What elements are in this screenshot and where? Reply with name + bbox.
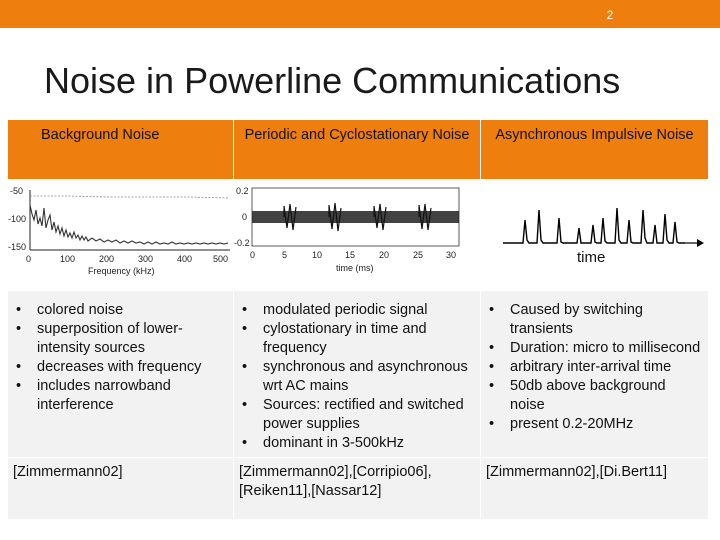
impulsive-noise-references: [Zimmermann02],[Di.Bert11] [481,458,709,520]
x-tick-label: 25 [413,250,424,260]
x-tick-label: 20 [379,250,390,260]
impulse-trace [503,208,685,243]
bullet-list [14,301,227,415]
x-tick-label: 10 [312,250,323,260]
y-tick-label: 0 [242,212,248,222]
x-axis-label: Frequency (kHz) [88,266,155,276]
x-tick-label: 500 [213,254,229,264]
reference-trace [30,196,228,198]
references-row [8,458,709,520]
list-item: • synchronous and asynchronous wrt AC mains [240,358,474,396]
bullet-list [487,301,702,434]
periodic-noise-figure-cell [234,180,481,291]
time-arrow-icon [697,239,704,247]
x-axis-label: time (ms) [336,263,374,273]
header-impulsive-noise: Asynchronous Impulsive Noise [481,120,709,180]
list-item: • 50db above background noise [487,377,702,415]
page-number: 2 [606,8,614,22]
slide-title: Noise in Powerline Communications [44,60,621,101]
x-tick-label: 15 [345,250,356,260]
header-background-noise: Background Noise [8,120,234,180]
list-item: • modulated periodic signal [240,301,474,320]
periodic-noise-references: [Zimmermann02],[Corripio06], [Reiken11],[Nassar12] [234,458,481,520]
list-item: • colored noise [14,301,227,320]
impulsive-noise-plot [481,180,709,286]
background-noise-figure-cell [8,180,234,291]
noise-trace [30,205,228,244]
y-tick-label: 0.2 [236,186,249,196]
x-tick-label: 100 [60,254,76,264]
list-item: • Duration: micro to millisecond [487,339,702,358]
list-item: • arbitrary inter-arrival time [487,358,702,377]
description-row [8,291,709,458]
list-item: • decreases with frequency [14,358,227,377]
bullet-list [240,301,474,453]
header-row [8,120,709,180]
x-tick-label: 5 [282,250,288,260]
y-tick-label: -150 [8,242,27,252]
x-tick-label: 400 [177,254,193,264]
list-item: • dominant in 3-500kHz [240,434,474,453]
list-item: • cylostationary in time and frequency [240,320,474,358]
x-tick-label: 0 [26,254,32,264]
periodic-noise-bullets-cell [234,291,481,458]
impulsive-noise-bullets-cell [481,291,709,458]
time-axis-label: time [577,249,606,266]
list-item: • Sources: rectified and switched power supplies [240,396,474,434]
y-tick-label: -50 [10,186,24,196]
noise-table [7,119,709,520]
list-item: • superposition of lower-intensity sources [14,320,227,358]
figure-row [8,180,709,291]
list-item: • Caused by switching transients [487,301,702,339]
y-tick-label: -100 [8,214,27,224]
list-item: • present 0.2-20MHz [487,415,702,434]
list-item: • includes narrowband interference [14,377,227,415]
y-tick-label: -0.2 [234,238,250,248]
periodic-noise-plot [234,180,481,286]
x-tick-label: 30 [446,250,457,260]
x-tick-label: 300 [138,254,154,264]
background-noise-references: [Zimmermann02] [8,458,234,520]
x-tick-label: 0 [250,250,256,260]
header-periodic-noise: Periodic and Cyclostationary Noise [234,120,481,180]
impulsive-noise-figure-cell [481,180,709,291]
background-noise-bullets-cell [8,291,234,458]
x-tick-label: 200 [99,254,115,264]
background-noise-plot [8,180,234,286]
